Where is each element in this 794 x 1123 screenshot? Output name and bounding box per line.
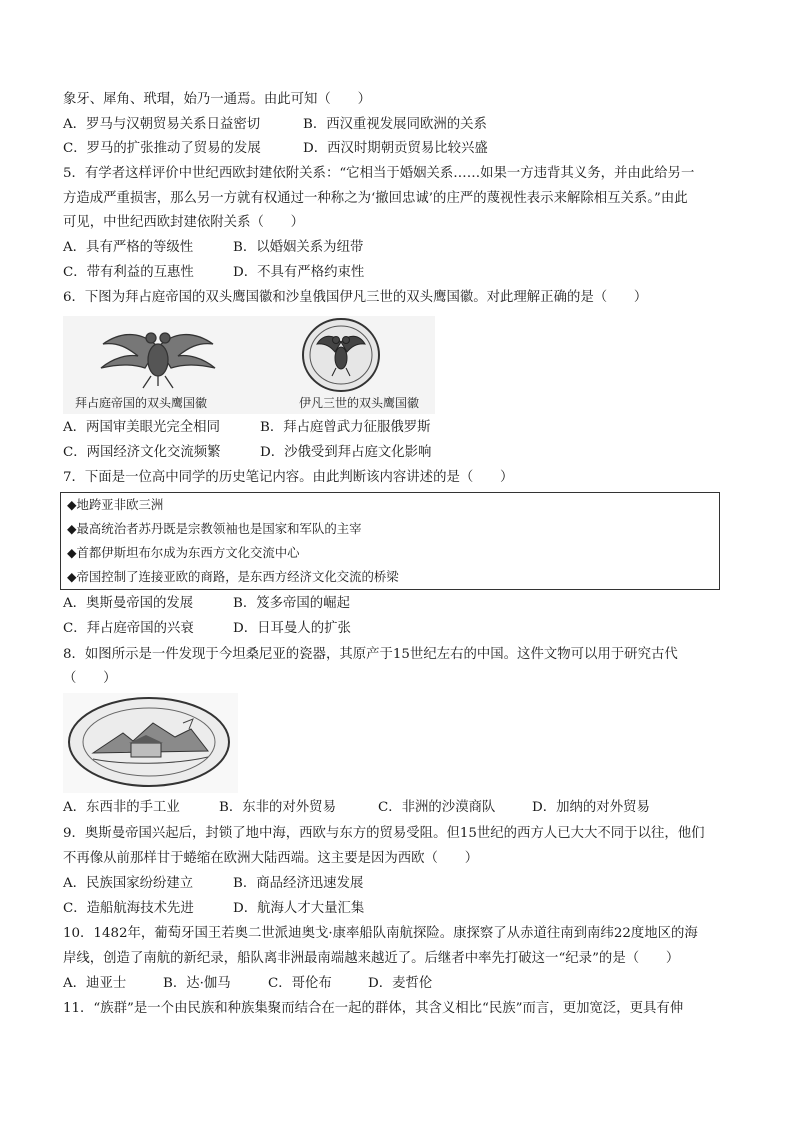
- q7-option-a[interactable]: A．奥斯曼帝国的发展: [63, 596, 194, 611]
- q11-stem-line1: 11．“族群”是一个由民族和种族集聚而结合在一起的群体，其含义相比“民族”而言，更加宽泛，更具有伸: [63, 1001, 684, 1016]
- q10-stem-line1: 10．1482年，葡萄牙国王若奥二世派迪奥戈·康率船队南航探险。康探察了从赤道往南到南纬22度地区的海: [63, 926, 698, 941]
- q5-stem-line2: 方造成严重损害，那么另一方就有权通过一种称之为‘撤回忠诚’的庄严的蔑视性表示来解除相互关系。”由此: [63, 191, 688, 206]
- q9-option-b[interactable]: B．商品经济迅速发展: [233, 876, 364, 891]
- q7-note-1: ◆地跨亚非欧三洲: [67, 497, 164, 512]
- q5-option-b[interactable]: B．以婚姻关系为纽带: [233, 240, 364, 255]
- q6-options-row1: [63, 418, 743, 438]
- q4-option-a[interactable]: A．罗马与汉朝贸易关系日益密切: [63, 117, 261, 132]
- q10-option-c[interactable]: C．哥伦布: [268, 976, 332, 991]
- q4-stem-tail: 象牙、犀角、玳瑁，始乃一通焉。由此可知（ ）: [63, 92, 371, 107]
- q6-figure: [63, 316, 435, 414]
- q8-options-row: [63, 798, 743, 818]
- q6-option-a[interactable]: A．两国审美眼光完全相同: [63, 420, 220, 435]
- q10-option-b[interactable]: B．达·伽马: [163, 976, 231, 991]
- q9-stem-line1: 9．奥斯曼帝国兴起后，封锁了地中海，西欧与东方的贸易受阻。但15世纪的西方人已大大不同于以往，他们: [63, 826, 705, 841]
- q7-notes-box: [60, 492, 720, 590]
- q8-option-c[interactable]: C．非洲的沙漠商队: [378, 800, 496, 815]
- q5-stem-line1: 5．有学者这样评价中世纪西欧封建依附关系：“它相当于婚姻关系……如果一方违背其义务，并由此给另一: [63, 166, 695, 181]
- q6-option-b[interactable]: B．拜占庭曾武力征服俄罗斯: [260, 420, 431, 435]
- q8-option-b[interactable]: B．东非的对外贸易: [219, 800, 336, 815]
- q6-options-row2: [63, 443, 743, 463]
- q6-option-d[interactable]: D．沙俄受到拜占庭文化影响: [260, 445, 432, 460]
- q8-stem-line2: （ ）: [63, 671, 117, 686]
- q7-note-2: ◆最高统治者苏丹既是宗教领袖也是国家和军队的主宰: [67, 521, 362, 536]
- q4-option-d[interactable]: D．西汉时期朝贡贸易比较兴盛: [303, 141, 488, 156]
- q5-option-c[interactable]: C．带有利益的互惠性: [63, 265, 194, 280]
- q5-stem-line3: 可见，中世纪西欧封建依附关系（ ）: [63, 215, 305, 230]
- q9-options-row2: [63, 899, 743, 919]
- q10-option-d[interactable]: D．麦哲伦: [368, 976, 433, 991]
- q7-option-c[interactable]: C．拜占庭帝国的兴衰: [63, 621, 194, 636]
- q4-options-row1: [63, 115, 743, 135]
- q9-stem-line2: 不再像从前那样甘于蜷缩在欧洲大陆西端。这主要是因为西欧（ ）: [63, 851, 479, 866]
- q5-option-d[interactable]: D．不具有严格约束性: [233, 265, 365, 280]
- q5-options-row2: [63, 263, 743, 283]
- ivan-caption: 伊凡三世的双头鹰国徽: [299, 396, 420, 410]
- q9-option-c[interactable]: C．造船航海技术先进: [63, 901, 194, 916]
- q8-stem-line1: 8．如图所示是一件发现于今坦桑尼亚的瓷器，其原产于15世纪左右的中国。这件文物可以用于研究古代: [63, 647, 678, 662]
- q9-option-a[interactable]: A．民族国家纷纷建立: [63, 876, 194, 891]
- q7-options-row2: [63, 619, 743, 639]
- q4-option-c[interactable]: C．罗马的扩张推动了贸易的发展: [63, 141, 261, 156]
- q4-option-b[interactable]: B．西汉重视发展同欧洲的关系: [303, 117, 487, 132]
- q5-option-a[interactable]: A．具有严格的等级性: [63, 240, 194, 255]
- porcelain-plate-icon: [63, 693, 235, 791]
- q7-option-d[interactable]: D．日耳曼人的扩张: [233, 621, 351, 636]
- q10-option-a[interactable]: A．迪亚士: [63, 976, 127, 991]
- q7-stem: 7．下面是一位高中同学的历史笔记内容。由此判断该内容讲述的是（ ）: [63, 470, 514, 485]
- byzantine-caption: 拜占庭帝国的双头鹰国徽: [75, 396, 208, 410]
- q9-option-d[interactable]: D．航海人才大量汇集: [233, 901, 365, 916]
- q8-figure: [63, 693, 238, 793]
- q6-option-c[interactable]: C．两国经济文化交流频繁: [63, 445, 221, 460]
- ivan-seal-icon: [299, 316, 383, 396]
- q5-options-row1: [63, 238, 743, 258]
- q8-option-a[interactable]: A．东西非的手工业: [63, 800, 180, 815]
- q6-stem: 6．下图为拜占庭帝国的双头鹰国徽和沙皇俄国伊凡三世的双头鹰国徽。对此理解正确的是（ ）: [63, 290, 648, 305]
- q7-note-3: ◆首都伊斯坦布尔成为东西方文化交流中心: [67, 545, 300, 560]
- q10-options-row: [63, 974, 743, 994]
- q7-option-b[interactable]: B．笈多帝国的崛起: [233, 596, 350, 611]
- q8-option-d[interactable]: D．加纳的对外贸易: [532, 800, 650, 815]
- q7-note-4: ◆帝国控制了连接亚欧的商路，是东西方经济文化交流的桥梁: [67, 569, 399, 584]
- q7-options-row1: [63, 594, 743, 614]
- q4-options-row2: [63, 139, 743, 159]
- q10-stem-line2: 岸线，创造了南航的新纪录，船队离非洲最南端越来越近了。后继者中率先打破这一“纪录”的是（ ）: [63, 951, 680, 966]
- byzantine-eagle-icon: [83, 322, 233, 392]
- q9-options-row1: [63, 874, 743, 894]
